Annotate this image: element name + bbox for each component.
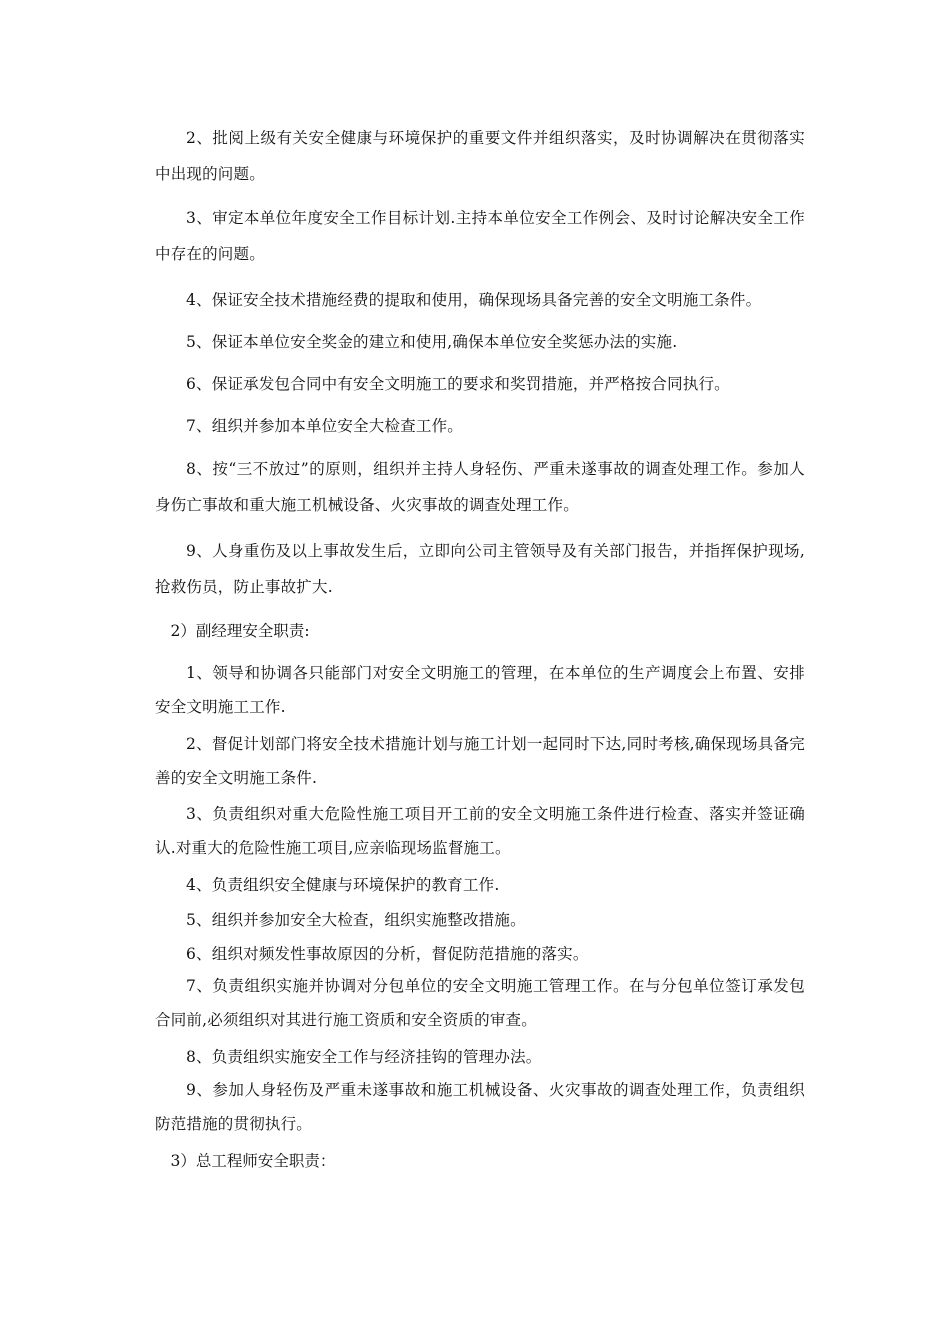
deputy-item-4: 4、负责组织安全健康与环境保护的教育工作. xyxy=(186,876,500,894)
paragraph-item-3: 3、审定本单位年度安全工作目标计划.主持本单位安全工作例会、及时讨论解决安全工作中存在的问题。 xyxy=(155,209,805,263)
paragraph-item-6: 6、保证承发包合同中有安全文明施工的要求和奖罚措施，并严格按合同执行。 xyxy=(186,375,730,393)
paragraph-item-2: 2、批阅上级有关安全健康与环境保护的重要文件并组织落实，及时协调解决在贯彻落实中出现的问题。 xyxy=(155,129,805,183)
deputy-item-6: 6、组织对频发性事故原因的分析，督促防范措施的落实。 xyxy=(186,945,589,963)
paragraph-item-4: 4、保证安全技术措施经费的提取和使用，确保现场具备完善的安全文明施工条件。 xyxy=(186,291,762,309)
section-heading-chief-engineer: 3）总工程师安全职责： xyxy=(170,1152,336,1170)
deputy-item-9: 9、参加人身轻伤及严重未遂事故和施工机械设备、火灾事故的调查处理工作，负责组织防范措施的贯彻执行。 xyxy=(155,1081,805,1133)
deputy-item-3: 3、负责组织对重大危险性施工项目开工前的安全文明施工条件进行检查、落实并签证确认.对重大的危险性施工项目,应亲临现场监督施工。 xyxy=(155,805,805,857)
paragraph-item-8: 8、按“三不放过”的原则，组织并主持人身轻伤、严重未遂事故的调查处理工作。参加人身伤亡事故和重大施工机械设备、火灾事故的调查处理工作。 xyxy=(155,460,805,514)
deputy-item-2: 2、督促计划部门将安全技术措施计划与施工计划一起同时下达,同时考核,确保现场具备完善的安全文明施工条件. xyxy=(155,735,805,787)
paragraph-item-9: 9、人身重伤及以上事故发生后，立即向公司主管领导及有关部门报告，并指挥保护现场,抢救伤员，防止事故扩大. xyxy=(155,542,805,596)
deputy-item-8: 8、负责组织实施安全工作与经济挂钩的管理办法。 xyxy=(186,1048,542,1066)
paragraph-item-7: 7、组织并参加本单位安全大检查工作。 xyxy=(186,417,463,435)
section-heading-deputy-manager: 2）副经理安全职责: xyxy=(170,622,310,640)
deputy-item-7: 7、负责组织实施并协调对分包单位的安全文明施工管理工作。在与分包单位签订承发包合同前,必须组织对其进行施工资质和安全资质的审查。 xyxy=(155,977,805,1029)
deputy-item-1: 1、领导和协调各只能部门对安全文明施工的管理，在本单位的生产调度会上布置、安排安全文明施工工作. xyxy=(155,664,805,716)
paragraph-item-5: 5、保证本单位安全奖金的建立和使用,确保本单位安全奖惩办法的实施. xyxy=(186,333,678,351)
deputy-item-5: 5、组织并参加安全大检查，组织实施整改措施。 xyxy=(186,911,526,929)
